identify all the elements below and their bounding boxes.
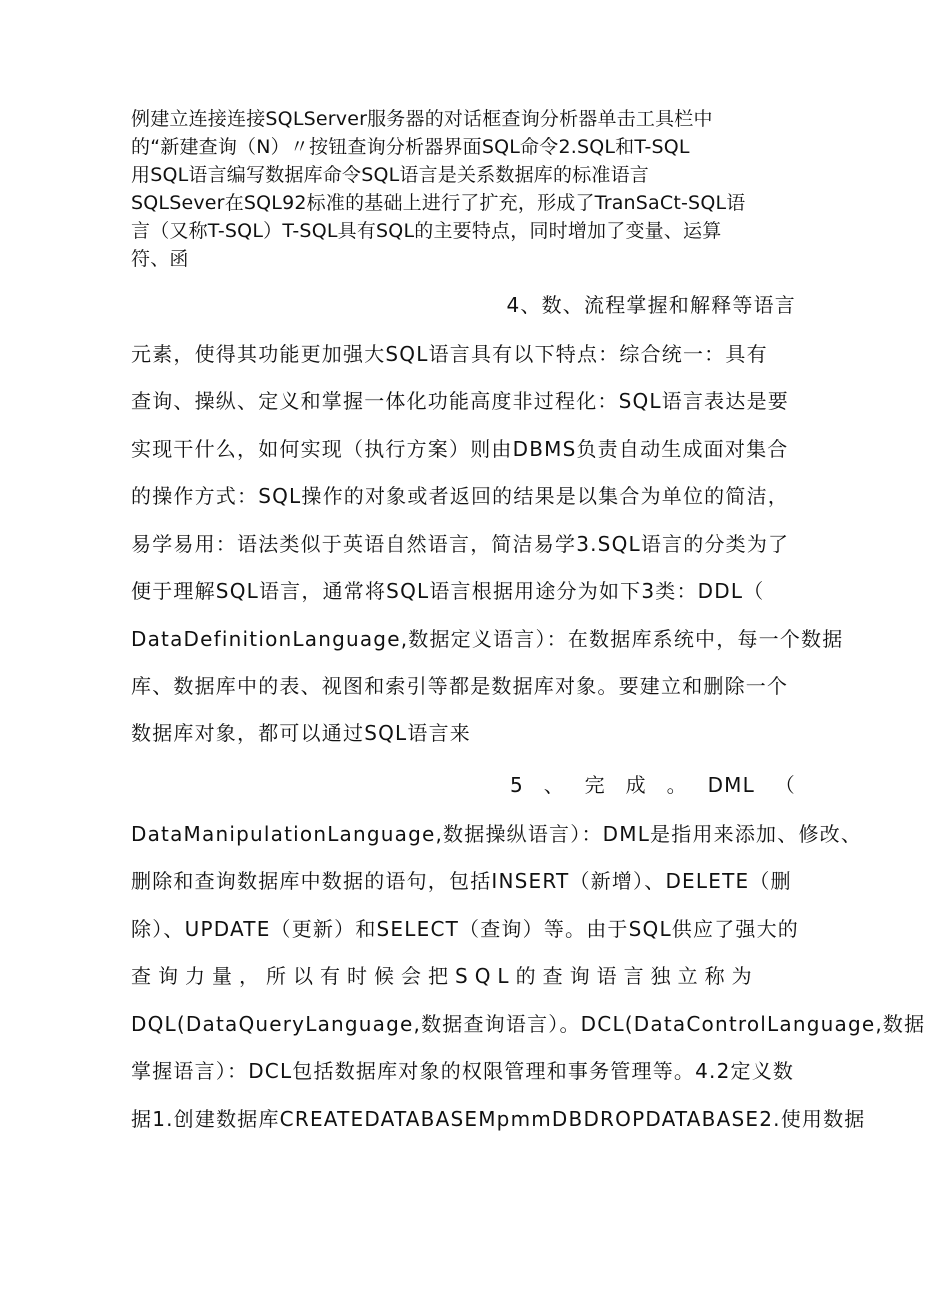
heading-token: 。 (666, 773, 688, 797)
paragraph-line: 除）、UPDATE（更新）和SELECT（查询）等。由于SQL供应了强大的 (131, 917, 800, 941)
paragraph-line: DataManipulationLanguage,数据操纵语言）：DML是指用来添加、修改、 (131, 822, 863, 846)
heading-token: DML (707, 773, 755, 797)
paragraph-line: 查询力量，所以有时候会把SQL的查询语言独立称为 (131, 964, 759, 988)
heading-token: 5 (510, 773, 524, 797)
paragraph-line: 的操作方式：SQL操作的对象或者返回的结果是以集合为单位的简洁， (131, 484, 789, 508)
text-line: 例建立连接连接SQLServer服务器的对话框查询分析器单击工具栏中 (131, 108, 713, 130)
paragraph-line: 删除和查询数据库中数据的语句，包括INSERT（新增）、DELETE（删 (131, 869, 792, 893)
text-line: 符、函 (131, 248, 189, 270)
heading-token: 、 (543, 773, 565, 797)
section-heading-5 (510, 771, 796, 799)
paragraph-line: 库、数据库中的表、视图和索引等都是数据库对象。要建立和删除一个 (131, 674, 789, 698)
paragraph-line: 数据库对象，都可以通过SQL语言来 (131, 721, 471, 745)
paragraph-line: DataDefinitionLanguage,数据定义语言）：在数据库系统中，每一个数据 (131, 627, 844, 651)
paragraph-line: 查询、操纵、定义和掌握一体化功能高度非过程化：SQL语言表达是要 (131, 389, 789, 413)
text-line: 的“新建查询（N）〃按钮查询分析器界面SQL命令2.SQL和T-SQL (131, 136, 690, 158)
paragraph-line: 实现干什么，如何实现（执行方案）则由DBMS负责自动生成面对集合 (131, 437, 789, 461)
heading-token: 成 (625, 773, 647, 797)
paragraph-line: 元素，使得其功能更加强大SQL语言具有以下特点：综合统一：具有 (131, 342, 768, 366)
paragraph-line: DQL(DataQueryLanguage,数据查询语言）。DCL(DataControlLanguage,数据 (131, 1012, 925, 1036)
heading-token: 完 (584, 773, 606, 797)
text-line: SQLSever在SQL92标准的基础上进行了扩充，形成了TranSaCt-SQL语 (131, 192, 746, 214)
text-line: 言（又称T-SQL）T-SQL具有SQL的主要特点，同时增加了变量、运算 (131, 220, 722, 242)
heading-token: （ (774, 773, 796, 797)
text-line: 用SQL语言编写数据库命令SQL语言是关系数据库的标准语言 (131, 164, 650, 186)
paragraph-line: 据1.创建数据库CREATEDATABASEMpmmDBDROPDATABASE2.使用数据 (131, 1107, 866, 1131)
paragraph-line: 掌握语言）：DCL包括数据库对象的权限管理和事务管理等。4.2定义数 (131, 1059, 795, 1083)
section-heading-4: 4、数、流程掌握和解释等语言 (506, 293, 796, 317)
paragraph-line: 易学易用：语法类似于英语自然语言，简洁易学3.SQL语言的分类为了 (131, 532, 790, 556)
paragraph-line: 便于理解SQL语言，通常将SQL语言根据用途分为如下3类：DDL（ (131, 579, 765, 603)
